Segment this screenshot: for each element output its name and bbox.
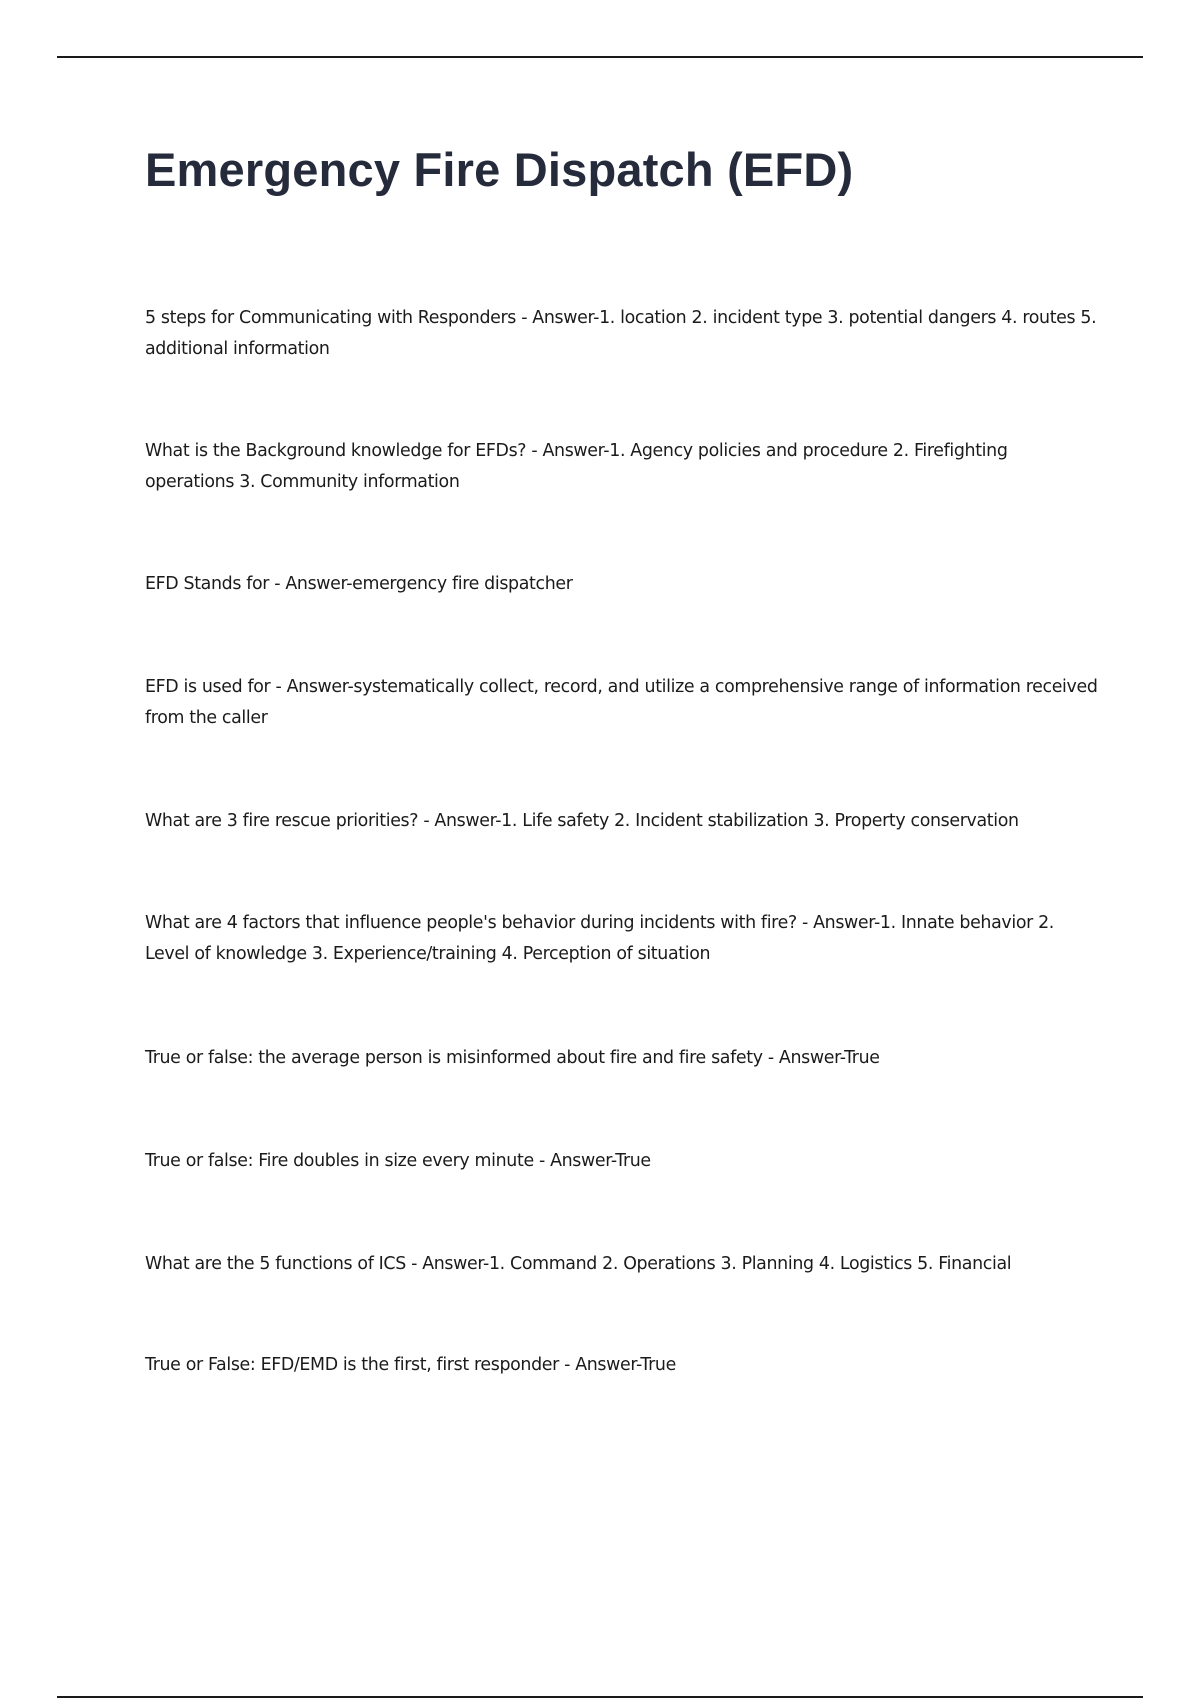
page-title: Emergency Fire Dispatch (EFD): [145, 143, 854, 196]
qa-entry-7: True or false: the average person is misinformed about fire and fire safety - Answer-True: [145, 1048, 880, 1068]
qa-entry-5: What are 3 fire rescue priorities? - Answer-1. Life safety 2. Incident stabilization 3. Property conservation: [145, 811, 1019, 831]
bottom-divider: [57, 1696, 1143, 1698]
qa-entry-3: EFD Stands for - Answer-emergency fire dispatcher: [145, 574, 573, 594]
top-divider: [57, 56, 1143, 58]
qa-entry-1: 5 steps for Communicating with Responders - Answer-1. location 2. incident type 3. potential dangers 4. routes 5. additional information: [145, 308, 1097, 359]
qa-entry-6: What are 4 factors that influence people's behavior during incidents with fire? - Answer-1. Innate behavior 2. Level of knowledge 3. Experience/training 4. Perception of situation: [145, 913, 1054, 964]
qa-entry-9: What are the 5 functions of ICS - Answer-1. Command 2. Operations 3. Planning 4. Logistics 5. Financial: [145, 1254, 1012, 1274]
qa-entry-8: True or false: Fire doubles in size every minute - Answer-True: [145, 1151, 651, 1171]
qa-entry-2: What is the Background knowledge for EFDs? - Answer-1. Agency policies and procedure 2. Firefighting operations 3. Community information: [145, 441, 1008, 492]
qa-entry-4: EFD is used for - Answer-systematically collect, record, and utilize a comprehensive range of information received from the caller: [145, 677, 1098, 728]
qa-entry-10: True or False: EFD/EMD is the first, first responder - Answer-True: [145, 1355, 676, 1375]
